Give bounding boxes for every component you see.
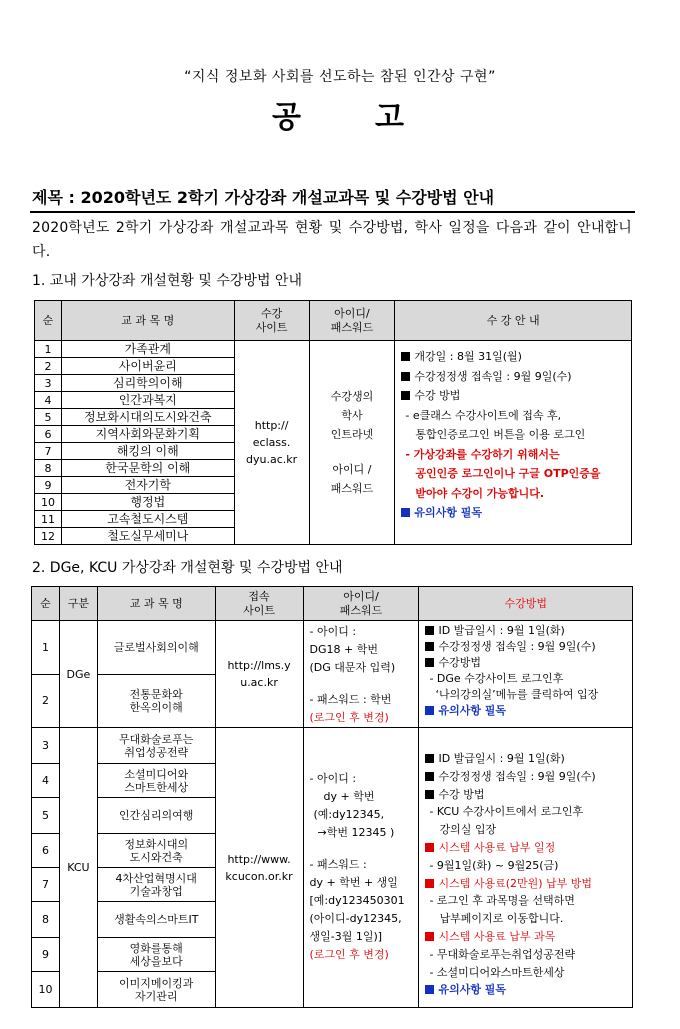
guide-line <box>401 406 631 426</box>
col-header-no: 순 <box>32 587 60 621</box>
col-header-course: 교 과 목 명 <box>97 587 215 621</box>
square-bullet-icon <box>401 391 410 400</box>
guide-text: ID 발급일시 : 9월 1일(화) <box>438 624 565 637</box>
col-header-type: 구분 <box>59 587 97 621</box>
guide-line <box>401 445 631 465</box>
course-name: 생활속의스마트IT <box>97 902 215 938</box>
square-bullet-icon <box>425 985 434 994</box>
notice-text: 유의사항 필독 <box>438 983 507 997</box>
login-line: 생일-3월 1일)] <box>309 930 383 943</box>
guide-line <box>401 464 631 484</box>
row-number: 1 <box>35 341 62 358</box>
notice-link[interactable] <box>425 981 632 999</box>
col-header-course: 교 과 목 명 <box>61 301 234 341</box>
square-bullet-icon <box>425 642 434 651</box>
course-name: 전통문화와 한옥의이해 <box>97 674 215 728</box>
heading-char-2: 고 <box>375 100 408 135</box>
guide-line <box>425 839 632 857</box>
login-line: dy + 학번 + 생일 <box>309 876 398 889</box>
login-info <box>303 728 419 1008</box>
square-bullet-icon <box>425 932 434 941</box>
row-number: 8 <box>35 460 62 477</box>
guide-line <box>425 803 632 821</box>
guide-text: 시스템 사용료 납부 과목 <box>438 929 556 943</box>
guide-line <box>401 484 631 504</box>
row-number: 3 <box>35 375 62 392</box>
square-bullet-icon <box>425 658 434 667</box>
square-bullet-icon <box>425 754 434 763</box>
col-header-site: 접속 사이트 <box>215 587 303 621</box>
external-course-table <box>31 586 633 1008</box>
row-number: 6 <box>32 834 60 868</box>
login-line: (로그인 후 변경) <box>309 948 389 961</box>
row-number: 6 <box>35 426 62 443</box>
course-name: 사이버윤리 <box>61 358 234 375</box>
row-number: 12 <box>35 528 62 545</box>
guide-text: - 9월1일(화) ~ 9월25(금) <box>429 858 559 872</box>
guide-line <box>425 750 632 768</box>
guide-cell <box>395 341 632 545</box>
guide-line <box>425 892 632 910</box>
guide-text: 시스템 사용료 납부 일정 <box>438 840 556 854</box>
course-name: 글로벌사회의이해 <box>97 621 215 675</box>
square-bullet-icon <box>425 790 434 799</box>
guide-line <box>401 425 631 445</box>
row-number: 4 <box>32 764 60 798</box>
guide-line <box>425 786 632 804</box>
guide-line <box>425 928 632 946</box>
section1-title: 1. 교내 가상강좌 개설현황 및 수강방법 안내 <box>32 273 302 289</box>
course-name: 심리학의이해 <box>61 375 234 392</box>
course-name: 고속철도시스템 <box>61 511 234 528</box>
login-line: (로그인 후 변경) <box>309 711 389 724</box>
guide-text: - 무대화술로푸는취업성공전략 <box>429 947 576 961</box>
course-name: 정보화시대의도시와건축 <box>61 409 234 426</box>
login-line: (DG 대문자 입력) <box>309 661 396 674</box>
col-header-guide: 수 강 안 내 <box>395 301 632 341</box>
login-line: - 아이디 : <box>309 625 357 638</box>
col-header-guide: 수강방법 <box>419 587 633 621</box>
guide-text: - DGe 수강사이트 로그인후 <box>429 672 564 685</box>
login-info <box>303 621 419 728</box>
row-number: 9 <box>35 477 62 494</box>
guide-line <box>425 910 632 928</box>
row-number: 2 <box>35 358 62 375</box>
square-bullet-icon <box>425 772 434 781</box>
subject-divider <box>30 211 635 213</box>
guide-text: ID 발급일시 : 9월 1일(화) <box>438 752 565 765</box>
course-name: 가족관계 <box>61 341 234 358</box>
guide-text: - 로그인 후 과목명을 선택하면 <box>429 894 575 908</box>
site-url[interactable]: http:// eclass. dyu.ac.kr <box>234 341 309 545</box>
square-bullet-icon <box>425 879 434 888</box>
notice-heading <box>0 92 680 136</box>
motto: “지식 정보화 사회를 선도하는 참된 인간상 구현” <box>184 69 496 85</box>
guide-text: 공인인증 로그인이나 구글 OTP인증을 <box>415 467 601 480</box>
notice-text: 유의사항 필독 <box>414 506 482 519</box>
row-number: 5 <box>35 409 62 426</box>
login-line: - 패스워드 : 학번 <box>309 693 392 706</box>
course-name: 행정법 <box>61 494 234 511</box>
course-name: 인간과복지 <box>61 392 234 409</box>
guide-text: 받아야 수강이 가능합니다. <box>415 486 545 500</box>
row-number: 2 <box>32 674 60 728</box>
guide-line <box>401 347 631 367</box>
login-line: DG18 + 학번 <box>309 643 378 656</box>
row-number: 10 <box>32 972 60 1008</box>
guide-line <box>425 623 632 639</box>
guide-text: 납부페이지로 이동합니다. <box>439 912 564 926</box>
course-name: 전자기학 <box>61 477 234 494</box>
table-row <box>32 621 633 675</box>
course-name: 정보화시대의 도시와건축 <box>97 834 215 868</box>
guide-text: 수강정정생 접속일 : 9월 9일(수) <box>438 640 596 653</box>
row-number: 3 <box>32 728 60 764</box>
course-name: 한국문학의 이해 <box>61 460 234 477</box>
course-name: 지역사회와문화기획 <box>61 426 234 443</box>
login-line: - 패스워드 : <box>309 858 367 871</box>
login-line: - 아이디 : <box>309 772 357 785</box>
guide-cell <box>419 728 633 1008</box>
row-number: 10 <box>35 494 62 511</box>
square-bullet-icon <box>401 372 410 381</box>
notice-link[interactable] <box>425 703 632 719</box>
guide-text: 수강 방법 <box>438 787 485 801</box>
site-url[interactable]: http://lms.y u.ac.kr <box>215 621 303 728</box>
row-number: 9 <box>32 938 60 972</box>
row-number: 7 <box>32 868 60 902</box>
square-bullet-icon <box>401 508 410 517</box>
guide-line <box>425 875 632 893</box>
col-header-id: 아이디/ 패스워드 <box>309 301 395 341</box>
notice-text: 유의사항 필독 <box>438 704 507 717</box>
row-number: 1 <box>32 621 60 675</box>
square-bullet-icon <box>401 352 410 361</box>
guide-line <box>425 946 632 964</box>
guide-text: - e클래스 수강사이트에 접속 후, <box>405 408 562 422</box>
row-number: 5 <box>32 798 60 834</box>
guide-line <box>425 687 632 703</box>
square-bullet-icon <box>425 626 434 635</box>
login-line: (아이디-dy12345, <box>309 912 402 925</box>
col-header-id: 아이디/ 패스워드 <box>303 587 419 621</box>
course-name: 이미지메이킹과 자기관리 <box>97 972 215 1008</box>
col-header-no: 순 <box>35 301 62 341</box>
provider-type: KCU <box>59 728 97 1008</box>
course-name: 4차산업혁명시대 기술과창업 <box>97 868 215 902</box>
guide-text: - 소셜미디어와스마트한세상 <box>429 965 565 979</box>
guide-line <box>425 639 632 655</box>
guide-text: 강의실 입장 <box>439 823 497 837</box>
square-bullet-icon <box>425 706 434 715</box>
guide-line <box>401 386 631 406</box>
course-name: 소셜미디어와 스마트한세상 <box>97 764 215 798</box>
site-url[interactable]: http://www. kcucon.or.kr <box>215 728 303 1008</box>
guide-text: 수강방법 <box>438 656 481 669</box>
guide-text: - KCU 수강사이트에서 로그인후 <box>429 805 584 819</box>
table-row <box>35 341 632 358</box>
guide-text: 수강정정생 접속일 : 9월 9일(수) <box>414 369 572 383</box>
guide-text: - 가상강좌를 수강하기 위해서는 <box>405 447 560 461</box>
square-bullet-icon <box>425 843 434 852</box>
course-name: 철도실무세미나 <box>61 528 234 545</box>
notice-link[interactable] <box>401 503 631 523</box>
row-number: 8 <box>32 902 60 938</box>
provider-type: DGe <box>59 621 97 728</box>
course-name: 해킹의 이해 <box>61 443 234 460</box>
guide-line <box>401 367 631 387</box>
guide-text: 개강일 : 8월 31일(월) <box>414 350 522 363</box>
intro-paragraph: 2020학년도 2학기 가상강좌 개설교과목 현황 및 수강방법, 학사 일정을 다음과 같이 안내합니다. <box>32 220 632 260</box>
row-number: 7 <box>35 443 62 460</box>
guide-line <box>425 671 632 687</box>
login-info <box>309 341 395 545</box>
guide-line <box>425 655 632 671</box>
guide-text: 통합인증로그인 버튼을 이용 로그인 <box>415 428 586 441</box>
col-header-site: 수강 사이트 <box>234 301 309 341</box>
row-number: 11 <box>35 511 62 528</box>
course-name: 영화를통해 세상을보다 <box>97 938 215 972</box>
guide-text: 시스템 사용료(2만원) 납부 방법 <box>438 876 593 890</box>
guide-line <box>425 821 632 839</box>
guide-line <box>425 768 632 786</box>
login-line: (예:dy12345, <box>313 808 385 821</box>
guide-cell <box>419 621 633 728</box>
login-line: →학번 12345 ) <box>317 826 395 839</box>
guide-text: 수강정정생 접속일 : 9월 9일(수) <box>438 769 596 783</box>
row-number: 4 <box>35 392 62 409</box>
course-name: 인간심리의여행 <box>97 798 215 834</box>
subject-title: 제목 : 2020학년도 2학기 가상강좌 개설교과목 및 수강방법 안내 <box>32 188 495 207</box>
section2-title: 2. DGe, KCU 가상강좌 개설현황 및 수강방법 안내 <box>32 560 343 576</box>
guide-line <box>425 857 632 875</box>
guide-line <box>425 964 632 982</box>
heading-char-1: 공 <box>272 100 305 135</box>
login-line: dy + 학번 <box>323 790 375 803</box>
login-line: [예:dy123450301 <box>309 894 405 907</box>
login-id-desc: 수강생의 학사 인트라넷 <box>330 390 374 441</box>
table-row <box>32 728 633 764</box>
guide-text: ‘나의강의실’메뉴를 클릭하여 입장 <box>435 688 599 701</box>
login-pw-desc: 아이디 / 패스워드 <box>330 463 374 495</box>
guide-text: 수강 방법 <box>414 389 461 402</box>
campus-course-table <box>34 300 632 545</box>
course-name: 무대화술로푸는 취업성공전략 <box>97 728 215 764</box>
